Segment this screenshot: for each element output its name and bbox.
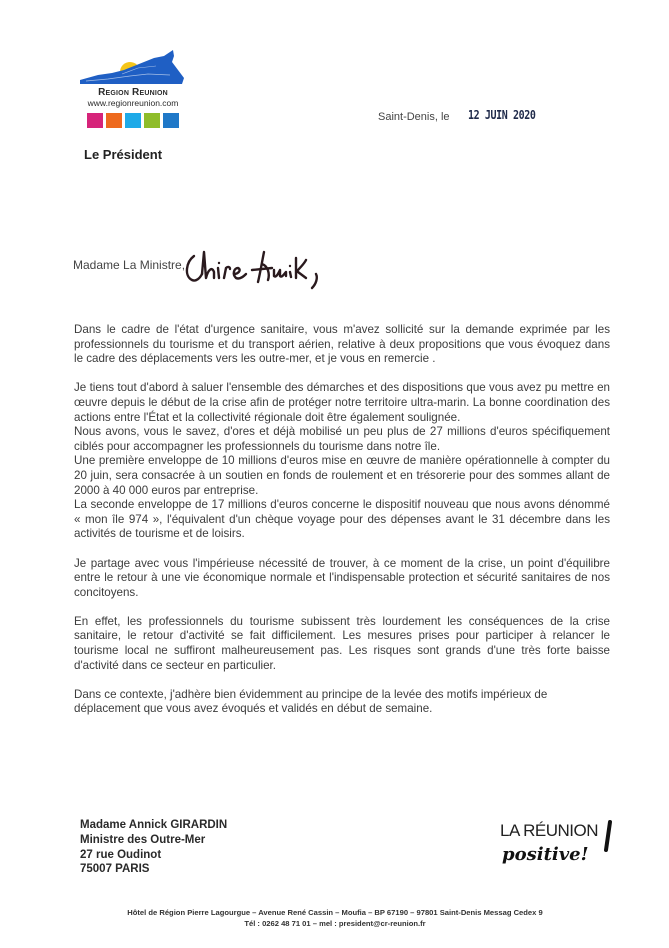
org-url: www.regionreunion.com [87, 98, 179, 108]
letter-body [74, 323, 610, 732]
body-paragraph: Dans ce contexte, j'adhère bien évidemment au principe de la levée des motifs impérieux de déplacement que vous avez évoqués et validés en début de semaine. [74, 687, 548, 716]
region-reunion-logo [78, 48, 188, 128]
slogan-line-1: LA RÉUNION [500, 821, 598, 840]
footer [60, 908, 610, 929]
color-square [125, 113, 141, 128]
footer-address: Hôtel de Région Pierre Lagourgue – Avenue René Cassin – Moufia – BP 67190 – 97801 Saint-Denis Messag Cedex 9 [127, 908, 543, 917]
la-reunion-positive-logo [498, 816, 616, 866]
color-square [144, 113, 160, 128]
body-paragraph: En effet, les professionnels du tourisme subissent très lourdement les conséquences de la crise sanitaire, le retour d'activité se fait difficilement. Les mesures prises pour participer à relancer le tourisme local ne suffiront malheureusement pas. Les risques sont grands d'une très forte baisse d'activité dans ce secteur en particulier. [74, 614, 610, 672]
handwritten-greeting [182, 244, 332, 290]
mountain-shape [80, 50, 184, 84]
recipient-city: 75007 PARIS [80, 863, 150, 876]
recipient-name: Madame Annick GIRARDIN [80, 819, 228, 831]
place-label: Saint-Denis, le [378, 111, 450, 123]
body-paragraph: Une première enveloppe de 10 millions d'euros mise en œuvre de manière opérationnelle à compter du 20 juin, sera consacrée à un soutien en fonds de roulement et en trésorerie pour des sommes allant de 2000 à 40 000 euros par entreprise. [74, 454, 610, 497]
color-squares [78, 113, 188, 128]
recipient-address [80, 818, 227, 877]
body-paragraph: La seconde enveloppe de 17 millions d'euros concerne le dispositif nouveau que nous avons dénommé « mon île 974 », l'équivalent d'un chèque voyage pour des dépenses avant le 31 décembre dans les activités de tourisme et de loisirs. [74, 498, 610, 541]
footer-contact: Tél : 0262 48 71 01 – mel : president@cr-reunion.fr [244, 918, 426, 928]
exclamation-icon [606, 822, 610, 850]
salutation: Madame La Ministre, [73, 258, 186, 272]
body-paragraph: Dans le cadre de l'état d'urgence sanitaire, vous m'avez sollicité sur la demande exprimée par les professionnels du tourisme et du transport aérien, relative à deux propositions que vous évoquez dans le cadre des déplacements vers les outre-mer, et je vous en remercie . [74, 323, 610, 366]
mountain-sun-logo-icon [78, 48, 186, 86]
date-stamp: 12 JUIN 2020 [468, 107, 536, 122]
body-paragraph: Je partage avec vous l'impérieuse nécessité de trouver, à ce moment de la crise, un point d'équilibre entre le retour à une vie économique normale et l'indispensable protection et sécurité sanitaires de nos concitoyens. [74, 556, 610, 599]
body-paragraph: Nous avons, vous le savez, d'ores et déjà mobilisé un peu plus de 27 millions d'euros spécifiquement ciblés pour accompagner les professionnels du tourisme dans notre île. [74, 425, 610, 453]
slogan-line-2: positive! [502, 844, 589, 865]
color-square [87, 113, 103, 128]
color-square [163, 113, 179, 128]
body-paragraph: Je tiens tout d'abord à saluer l'ensemble des démarches et des dispositions que vous avez pu mettre en œuvre depuis le début de la crise afin de protéger notre territoire ultra-marin. La bonne coordination des actions entre l'État et la collectivité régionale doit être également soulignée. [74, 381, 610, 424]
sender-title: Le Président [84, 147, 163, 162]
org-name: Region Reunion [98, 87, 168, 98]
color-square [106, 113, 122, 128]
recipient-street: 27 rue Oudinot [80, 848, 162, 861]
recipient-title: Ministre des Outre-Mer [80, 833, 206, 846]
